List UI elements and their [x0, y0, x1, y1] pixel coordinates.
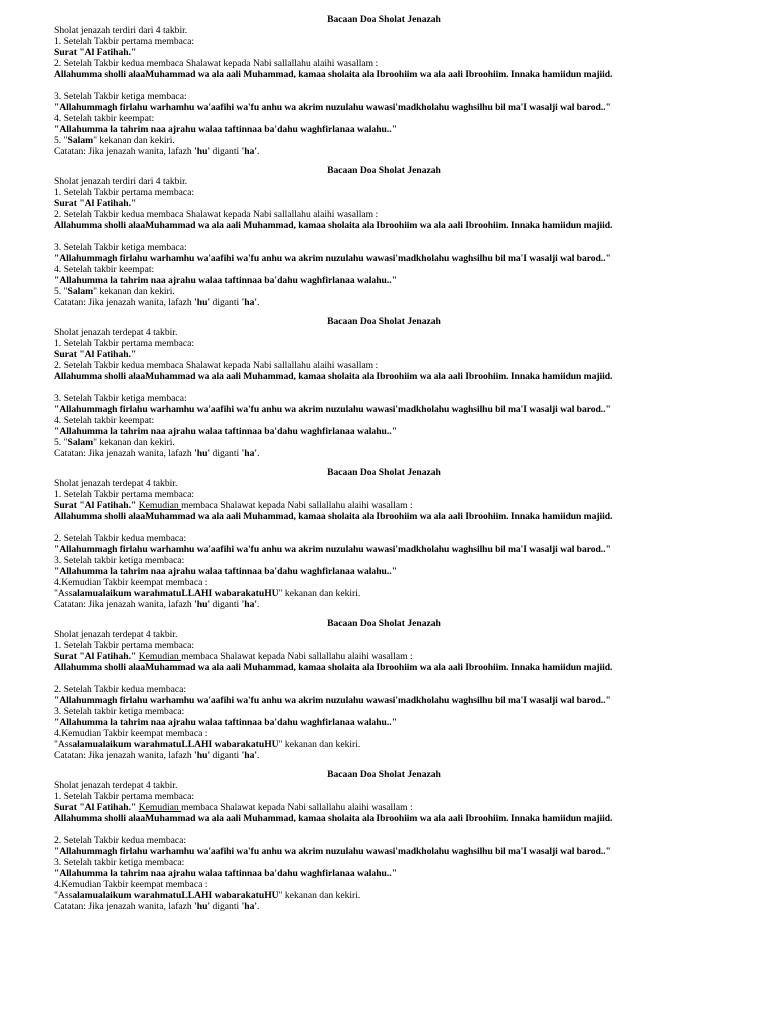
note-line [54, 297, 259, 308]
note-line [54, 901, 259, 912]
fatihah-line: Surat "Al Fatihah." [54, 198, 137, 209]
note-line [54, 146, 259, 157]
step-2-line: 2. Setelah Takbir kedua membaca Shalawat kepada Nabi sallallahu alaihi wasallam : [54, 58, 379, 69]
fatihah-line [54, 802, 413, 813]
section-title: Bacaan Doa Sholat Jenazah [327, 467, 441, 478]
kemudian-word: Kemudian [138, 802, 182, 813]
intro-line: Sholat jenazah terdepat 4 takbir. [54, 327, 178, 338]
section-title: Bacaan Doa Sholat Jenazah [327, 769, 441, 780]
note-mid: diganti [210, 599, 242, 610]
note-line [54, 750, 259, 761]
salam-line [54, 588, 360, 599]
step-3-line: 3. Setelah Takbir ketiga membaca: [54, 242, 187, 253]
doa-second-line: "Allahummagh firlahu warhamhu wa'aafihi wa'fu anhu wa akrim nuzulahu wawasi'madkholahu waghsilhu bil ma'I wasalji wal barod.." [54, 544, 611, 555]
salam-post: " kekanan dan kekiri. [278, 890, 361, 901]
doa-second-line: "Allahummagh firlahu warhamhu wa'aafihi wa'fu anhu wa akrim nuzulahu wawasi'madkholahu waghsilhu bil ma'I wasalji wal barod.." [54, 846, 611, 857]
step-4-line: 4.Kemudian Takbir keempat membaca : [54, 577, 208, 588]
note-end: . [257, 297, 260, 308]
note-ha: 'ha' [241, 750, 258, 761]
shalawat-line: Allahumma sholli alaaMuhammad wa ala aali Muhammad, kamaa sholaita ala Ibroohiim wa ala aali Ibroohiim. Innaka hamiidun majiid. [54, 69, 613, 80]
note-end: . [257, 146, 260, 157]
intro-line: Sholat jenazah terdiri dari 4 takbir. [54, 176, 188, 187]
doa-third-line: "Allahumma la tahrim naa ajrahu walaa taftinnaa ba'dahu waghfirlanaa walahu.." [54, 868, 398, 879]
doa-second-line: "Allahummagh firlahu warhamhu wa'aafihi wa'fu anhu wa akrim nuzulahu wawasi'madkholahu waghsilhu bil ma'I wasalji wal barod.." [54, 695, 611, 706]
doa-third-line: "Allahumma la tahrim naa ajrahu walaa taftinnaa ba'dahu waghfirlanaa walahu.." [54, 717, 398, 728]
fatihah-text: Surat "Al Fatihah." [54, 500, 139, 511]
step-4-line: 4. Setelah takbir keempat: [54, 113, 155, 124]
section-title: Bacaan Doa Sholat Jenazah [327, 165, 441, 176]
step-1-line: 1. Setelah Takbir pertama membaca: [54, 791, 195, 802]
intro-line: Sholat jenazah terdepat 4 takbir. [54, 629, 178, 640]
shalawat-instruction: membaca Shalawat kepada Nabi sallallahu alaihi wasallam : [181, 802, 413, 813]
step-3-line: 3. Setelah takbir ketiga membaca: [54, 706, 185, 717]
salam-pre: "Ass [54, 890, 73, 901]
kemudian-word: Kemudian [138, 500, 182, 511]
note-mid: diganti [210, 146, 242, 157]
step-3-line: 3. Setelah takbir ketiga membaca: [54, 857, 185, 868]
shalawat-instruction: membaca Shalawat kepada Nabi sallallahu alaihi wasallam : [181, 651, 413, 662]
doa-third-line: "Allahummagh firlahu warhamhu wa'aafihi wa'fu anhu wa akrim nuzulahu wawasi'madkholahu waghsilhu bil ma'I wasalji wal barod.." [54, 253, 611, 264]
shalawat-line: Allahumma sholli alaaMuhammad wa ala aali Muhammad, kamaa sholaita ala Ibroohiim wa ala aali Ibroohiim. Innaka hamiidun majiid. [54, 371, 613, 382]
fatihah-line [54, 500, 413, 511]
salam-bold: alamualaikum warahmatuLLAHI wabarakatuHU [72, 890, 279, 901]
step-2-line: 2. Setelah Takbir kedua membaca Shalawat kepada Nabi sallallahu alaihi wasallam : [54, 209, 379, 220]
note-end: . [257, 901, 260, 912]
note-mid: diganti [210, 750, 242, 761]
step-2-line: 2. Setelah Takbir kedua membaca: [54, 684, 187, 695]
shalawat-line: Allahumma sholli alaaMuhammad wa ala aali Muhammad, kamaa sholaita ala Ibroohiim wa ala aali Ibroohiim. Innaka hamiidun majiid. [54, 662, 613, 673]
kemudian-word: Kemudian [138, 651, 182, 662]
step-4-line: 4.Kemudian Takbir keempat membaca : [54, 879, 208, 890]
salam-pre: "Ass [54, 739, 73, 750]
note-hu: 'hu' [194, 750, 211, 761]
note-ha: 'ha' [241, 599, 258, 610]
note-line [54, 448, 259, 459]
step-1-line: 1. Setelah Takbir pertama membaca: [54, 187, 195, 198]
intro-line: Sholat jenazah terdepat 4 takbir. [54, 478, 178, 489]
fatihah-text: Surat "Al Fatihah." [54, 802, 139, 813]
step-1-line: 1. Setelah Takbir pertama membaca: [54, 640, 195, 651]
doa-third-line: "Allahummagh firlahu warhamhu wa'aafihi wa'fu anhu wa akrim nuzulahu wawasi'madkholahu waghsilhu bil ma'I wasalji wal barod.." [54, 102, 611, 113]
note-ha: 'ha' [241, 297, 258, 308]
step-3-line: 3. Setelah Takbir ketiga membaca: [54, 91, 187, 102]
salam-word: Salam [67, 135, 94, 146]
note-hu: 'hu' [194, 599, 211, 610]
note-end: . [257, 448, 260, 459]
doa-fourth-line: "Allahumma la tahrim naa ajrahu walaa taftinnaa ba'dahu waghfirlanaa walahu.." [54, 275, 398, 286]
intro-line: Sholat jenazah terdepat 4 takbir. [54, 780, 178, 791]
note-mid: diganti [210, 901, 242, 912]
salam-bold: alamualaikum warahmatuLLAHI wabarakatuHU [72, 739, 279, 750]
note-prefix: Catatan: Jika jenazah wanita, lafazh [54, 146, 195, 157]
note-prefix: Catatan: Jika jenazah wanita, lafazh [54, 297, 195, 308]
step-2-line: 2. Setelah Takbir kedua membaca: [54, 533, 187, 544]
note-end: . [257, 750, 260, 761]
note-hu: 'hu' [194, 901, 211, 912]
salam-line [54, 739, 360, 750]
step-4-line: 4. Setelah takbir keempat: [54, 264, 155, 275]
fatihah-line: Surat "Al Fatihah." [54, 47, 137, 58]
step-3-line: 3. Setelah takbir ketiga membaca: [54, 555, 185, 566]
salam-pre: "Ass [54, 588, 73, 599]
section-title: Bacaan Doa Sholat Jenazah [327, 316, 441, 327]
shalawat-instruction: membaca Shalawat kepada Nabi sallallahu alaihi wasallam : [181, 500, 413, 511]
shalawat-line: Allahumma sholli alaaMuhammad wa ala aali Muhammad, kamaa sholaita ala Ibroohiim wa ala aali Ibroohiim. Innaka hamiidun majiid. [54, 813, 613, 824]
note-ha: 'ha' [241, 901, 258, 912]
salam-word: Salam [67, 437, 94, 448]
step-1-line: 1. Setelah Takbir pertama membaca: [54, 489, 195, 500]
step-5-suffix: " kekanan dan kekiri. [93, 135, 175, 146]
note-prefix: Catatan: Jika jenazah wanita, lafazh [54, 448, 195, 459]
note-hu: 'hu' [194, 297, 211, 308]
step-4-line: 4. Setelah takbir keempat: [54, 415, 155, 426]
doa-fourth-line: "Allahumma la tahrim naa ajrahu walaa taftinnaa ba'dahu waghfirlanaa walahu.." [54, 124, 398, 135]
doa-fourth-line: "Allahumma la tahrim naa ajrahu walaa taftinnaa ba'dahu waghfirlanaa walahu.." [54, 426, 398, 437]
doa-third-line: "Allahumma la tahrim naa ajrahu walaa taftinnaa ba'dahu waghfirlanaa walahu.." [54, 566, 398, 577]
note-prefix: Catatan: Jika jenazah wanita, lafazh [54, 599, 195, 610]
salam-post: " kekanan dan kekiri. [278, 739, 361, 750]
step-4-line: 4.Kemudian Takbir keempat membaca : [54, 728, 208, 739]
note-line [54, 599, 259, 610]
fatihah-text: Surat "Al Fatihah." [54, 651, 139, 662]
salam-bold: alamualaikum warahmatuLLAHI wabarakatuHU [72, 588, 279, 599]
note-ha: 'ha' [241, 146, 258, 157]
note-mid: diganti [210, 297, 242, 308]
step-2-line: 2. Setelah Takbir kedua membaca: [54, 835, 187, 846]
section-title: Bacaan Doa Sholat Jenazah [327, 14, 441, 25]
step-3-line: 3. Setelah Takbir ketiga membaca: [54, 393, 187, 404]
salam-word: Salam [67, 286, 94, 297]
section-title: Bacaan Doa Sholat Jenazah [327, 618, 441, 629]
step-2-line: 2. Setelah Takbir kedua membaca Shalawat kepada Nabi sallallahu alaihi wasallam : [54, 360, 379, 371]
note-hu: 'hu' [194, 448, 211, 459]
salam-post: " kekanan dan kekiri. [278, 588, 361, 599]
step-5-suffix: " kekanan dan kekiri. [93, 286, 175, 297]
step-5-prefix: 5. " [54, 286, 68, 297]
salam-line [54, 890, 360, 901]
note-ha: 'ha' [241, 448, 258, 459]
shalawat-line: Allahumma sholli alaaMuhammad wa ala aali Muhammad, kamaa sholaita ala Ibroohiim wa ala aali Ibroohiim. Innaka hamiidun majiid. [54, 220, 613, 231]
note-end: . [257, 599, 260, 610]
intro-line: Sholat jenazah terdiri dari 4 takbir. [54, 25, 188, 36]
note-mid: diganti [210, 448, 242, 459]
step-5-prefix: 5. " [54, 437, 68, 448]
step-5-line [54, 135, 175, 146]
note-prefix: Catatan: Jika jenazah wanita, lafazh [54, 901, 195, 912]
step-1-line: 1. Setelah Takbir pertama membaca: [54, 338, 195, 349]
shalawat-line: Allahumma sholli alaaMuhammad wa ala aali Muhammad, kamaa sholaita ala Ibroohiim wa ala aali Ibroohiim. Innaka hamiidun majiid. [54, 511, 613, 522]
note-prefix: Catatan: Jika jenazah wanita, lafazh [54, 750, 195, 761]
fatihah-line [54, 651, 413, 662]
note-hu: 'hu' [194, 146, 211, 157]
step-5-line [54, 286, 175, 297]
doa-third-line: "Allahummagh firlahu warhamhu wa'aafihi wa'fu anhu wa akrim nuzulahu wawasi'madkholahu waghsilhu bil ma'I wasalji wal barod.." [54, 404, 611, 415]
step-1-line: 1. Setelah Takbir pertama membaca: [54, 36, 195, 47]
step-5-prefix: 5. " [54, 135, 68, 146]
step-5-line [54, 437, 175, 448]
fatihah-line: Surat "Al Fatihah." [54, 349, 137, 360]
step-5-suffix: " kekanan dan kekiri. [93, 437, 175, 448]
